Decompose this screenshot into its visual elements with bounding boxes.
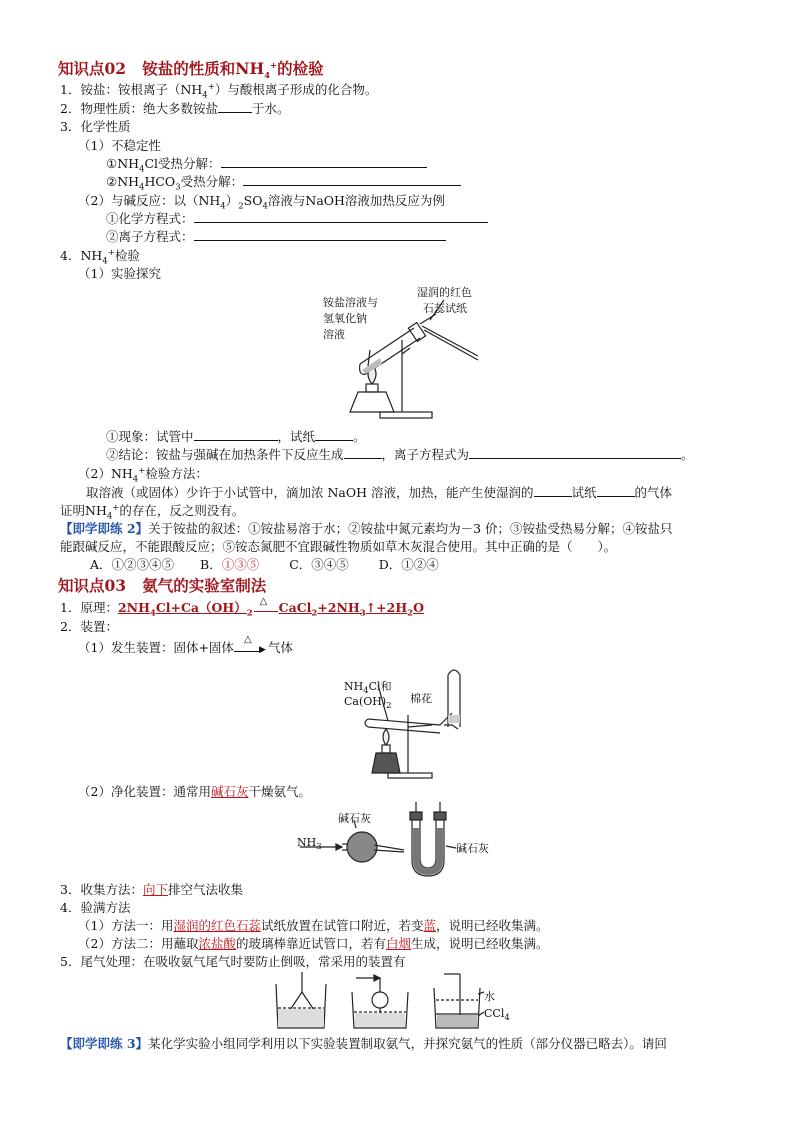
fig4-label-water: 水 — [484, 990, 495, 1003]
option-c[interactable]: C．③④⑤ — [289, 557, 349, 572]
collection-method-line: 3．收集方法：向下排空气法收集 — [60, 882, 243, 897]
purification-line: （2）净化装置：通常用碱石灰干燥氨气。 — [78, 784, 311, 799]
base-reaction-heading: （2）与碱反应：以$(NH_4)_2SO_4$溶液与NaOH溶液加热反应为例 — [78, 193, 445, 212]
test-method-text-2: 证明$NH_4^+$的存在，反之则没有。 — [60, 502, 245, 522]
tail-gas-line: 5．尾气处理：在吸收氨气尾气时要防止倒吸，常采用的装置有 — [60, 954, 406, 969]
ammonium-test-apparatus-figure — [340, 300, 500, 425]
tail-gas-absorption-figure — [274, 970, 484, 1032]
ammonium-salt-definition: 1．铵盐：铵根离子$(NH_4^+)$与酸根离子形成的化合物。 — [60, 81, 378, 101]
option-b[interactable]: B．①③⑤ — [200, 557, 260, 572]
fig2-label-reagents: $NH_4Cl$和 $Ca(OH)_2$ — [344, 680, 392, 712]
test-method-text-1: 取溶液（或固体）少许于小试管中，滴加浓 NaOH 溶液，加热，能产生使湿润的 试纸 的气体 — [86, 485, 673, 500]
nh4-test-method-heading: $(2)NH_4^+$检验方法： — [78, 465, 208, 485]
full-check-method-1: （1）方法一：用湿润的红色石蕊试纸放置在试管口附近，若变蓝，说明已经收集满。 — [78, 918, 549, 933]
fig4-label-ccl4: CCl$_4$ — [484, 1007, 510, 1024]
full-check-heading: 4．验满方法 — [60, 900, 131, 915]
practice-2-question: 【即学即练 2】关于铵盐的叙述：①铵盐易溶于水；②铵盐中氮元素均为－3 价；③铵盐受热易分解；④铵盐只 — [60, 521, 673, 536]
nh4hco3-decomposition-line: $②NH_4HCO_3$受热分解： — [106, 174, 461, 189]
heat-symbol-2: △ — [243, 634, 252, 645]
fig1-label-litmus: 湿润的红色 石蕊试纸 — [417, 286, 472, 315]
ammonia-generation-figure — [348, 655, 478, 780]
nh4cl-decomposition-line: $①NH_4Cl$受热分解： — [106, 156, 427, 171]
chemical-property-heading: 3．化学性质 — [60, 119, 131, 134]
instability-heading: （1）不稳定性 — [78, 138, 161, 153]
practice-2-options — [90, 557, 439, 572]
generator-line: （1）发生装置：固体+固体 △ ▶ 气体 — [78, 634, 293, 655]
chemical-equation-line: ①化学方程式： — [106, 211, 488, 226]
ionic-equation-line: ②离子方程式： — [106, 229, 446, 244]
fig1-label-solution: 铵盐溶液与 氢氧化钠 溶液 — [323, 296, 378, 341]
section-title-kp02: 知识点02 铵盐的性质和$NH_4^+$的检验 — [58, 59, 324, 82]
option-a[interactable]: A．①②③④⑤ — [90, 557, 175, 572]
section-title-kp03: 知识点03 氨气的实验室制法 — [58, 576, 267, 595]
principle-line: 1．原理：$2NH_4Cl+Ca(OH)_2$ △ $CaCl_2+2NH_3↑+2H_2O$ — [60, 596, 424, 619]
experiment-heading: （1）实验探究 — [78, 266, 161, 281]
fig2-label-cotton: 棉花 — [410, 692, 432, 705]
fig3-label-nh3: $NH_3$ — [297, 836, 322, 853]
conclusion-line: ②结论：铵盐与强碱在加热条件下反应生成 ，离子方程式为 。 — [106, 447, 694, 462]
apparatus-heading: 2．装置： — [60, 619, 118, 634]
observation-line: ①现象：试管中 ，试纸 。 — [106, 429, 366, 444]
heat-symbol: △ — [259, 596, 268, 607]
full-check-method-2: （2）方法二：用蘸取浓盐酸的玻璃棒靠近试管口，若有白烟生成，说明已经收集满。 — [78, 936, 549, 951]
practice-2-question-cont: 能跟碱反应，不能跟酸反应；⑤铵态氮肥不宜跟碱性物质如草木灰混合使用。其中正确的是（ ）。 — [60, 539, 617, 554]
fig3-label-soda-lime-1: 碱石灰 — [338, 812, 371, 825]
option-d[interactable]: D．①②④ — [378, 557, 439, 572]
nh4-test-heading: 4．$NH_4^+$检验 — [60, 247, 140, 267]
fig3-label-soda-lime-2: 碱石灰 — [456, 842, 489, 855]
practice-3-question: 【即学即练 3】某化学实验小组同学利用以下实验装置制取氨气，并探究氨气的性质（部分仪器已略去）。请回 — [60, 1036, 667, 1051]
drying-apparatus-figure — [300, 800, 500, 880]
physical-property-line: 2．物理性质：绝大多数铵盐 于水。 — [60, 101, 290, 116]
